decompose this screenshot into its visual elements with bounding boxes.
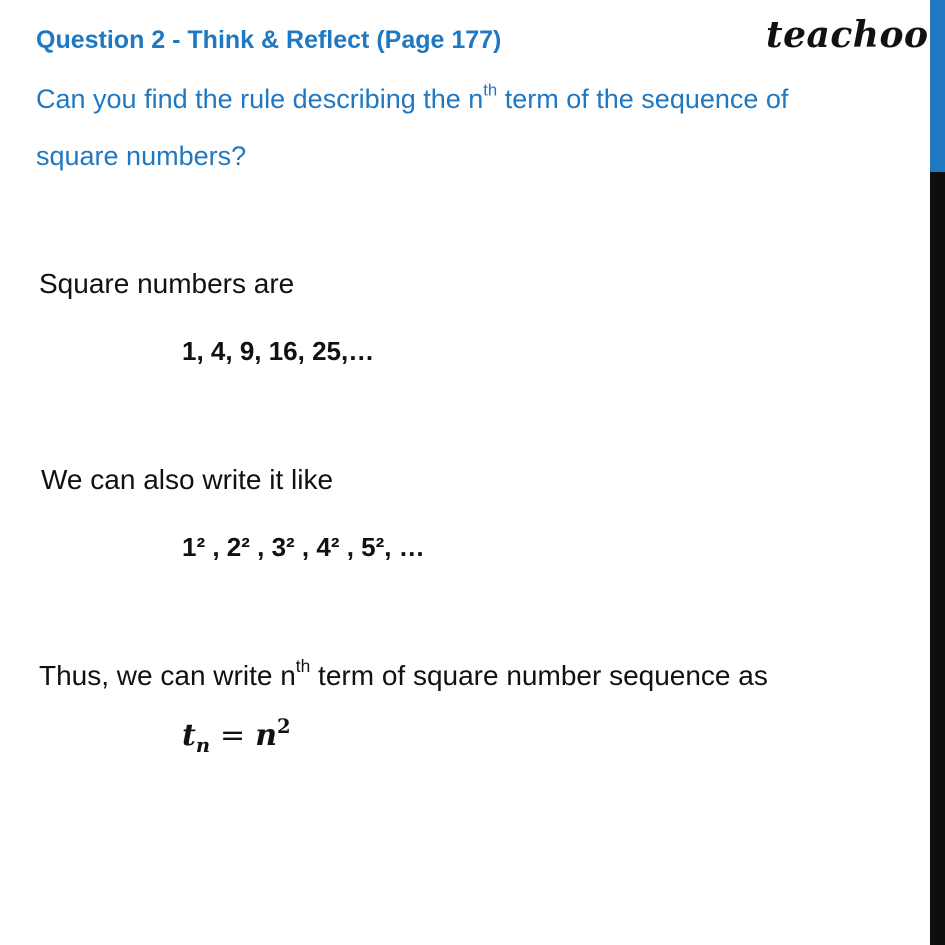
superscript-th: th [295,655,311,676]
question-text-line-1 [36,80,916,115]
formula-equals: = [220,718,246,753]
conclusion-text [39,655,768,692]
formula-n: n [255,718,277,753]
solution-intro: Square numbers are [39,268,295,299]
question-text-part: Can you find the rule describing the n [36,84,484,114]
conclusion-part: term of square number sequence as [310,660,768,691]
squares-sequence: 1² , 2² , 3² , 4² , 5², … [182,532,425,562]
formula-exponent: 2 [277,715,291,739]
formula-t: t [182,718,196,753]
formula-subscript-n: n [195,733,211,757]
question-title: Question 2 - Think & Reflect (Page 177) [36,26,502,54]
square-sequence: 1, 4, 9, 16, 25,… [182,336,375,366]
nth-term-formula [182,715,291,757]
rewrite-intro: We can also write it like [41,464,334,495]
conclusion-part: Thus, we can write n [39,660,296,691]
question-text-part: term of the sequence of [497,84,789,114]
teachoo-logo: teachoo [766,14,929,56]
question-text-line-2: square numbers? [36,141,247,171]
right-edge-accent [930,0,945,172]
superscript-th: th [483,80,498,100]
